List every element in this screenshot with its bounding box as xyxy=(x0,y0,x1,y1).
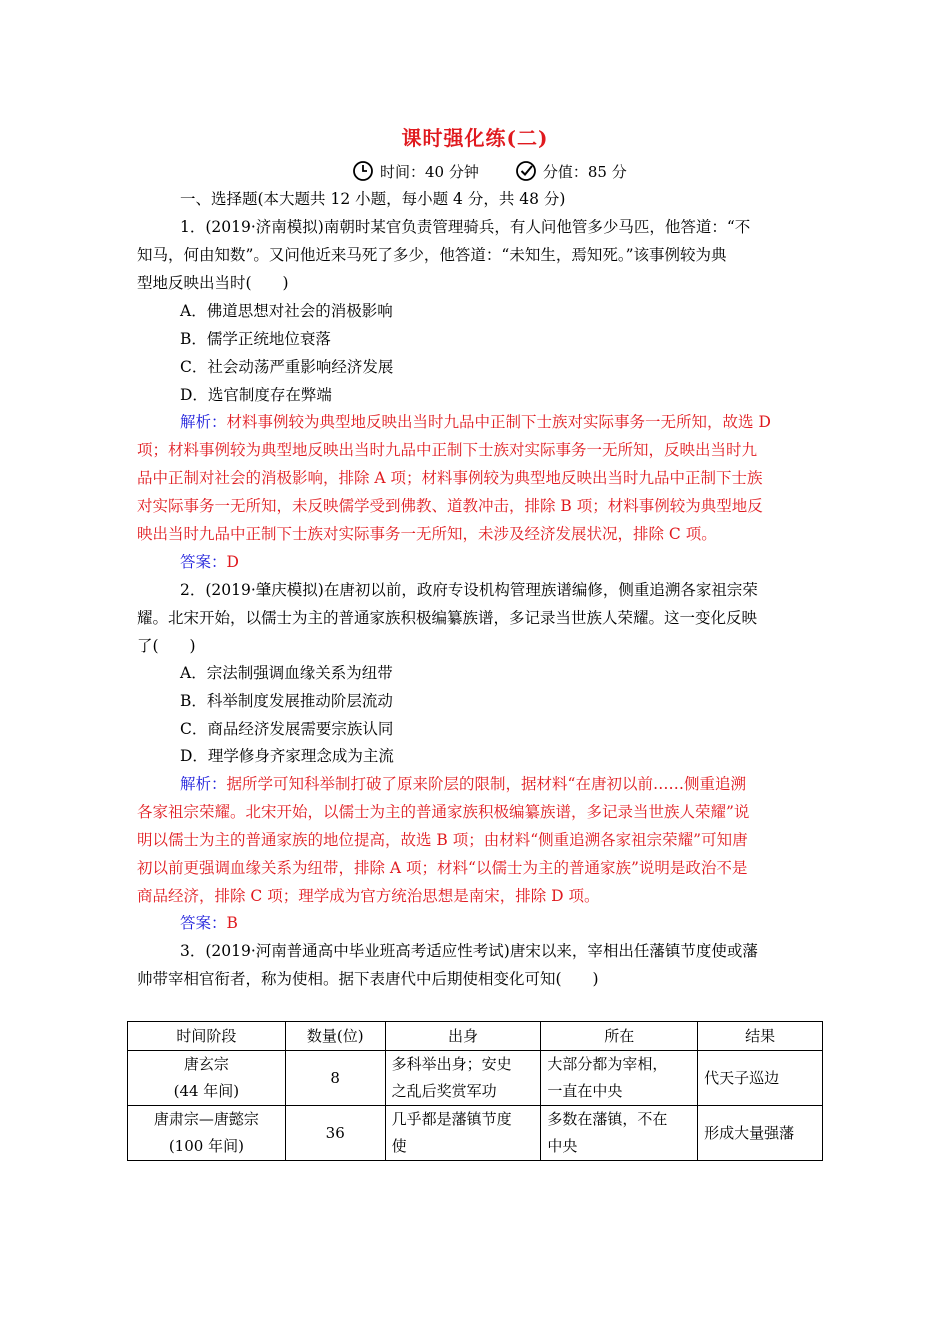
table-header: 所在 xyxy=(541,1022,698,1051)
page-title: 课时强化练(二) xyxy=(401,126,549,150)
question-2-analysis xyxy=(180,774,860,794)
section-heading: 一、选择题(本大题共 12 小题，每小题 4 分，共 48 分) xyxy=(180,190,566,208)
question-1-option-a: A．佛道思想对社会的消极影响 xyxy=(180,302,393,320)
table-header: 时间阶段 xyxy=(128,1022,286,1051)
analysis-text: 各家祖宗荣耀。北宋开始，以儒士为主的普通家族积极编纂族谱，多记录当世族人荣耀”说 xyxy=(137,803,750,821)
question-1-analysis xyxy=(180,412,860,432)
count-cell: 36 xyxy=(285,1106,385,1161)
origin-cell: 几乎都是藩镇节度 使 xyxy=(385,1106,541,1161)
checkmark-icon xyxy=(515,160,537,182)
answer-value: D xyxy=(226,553,239,571)
score-value: 分值：85 分 xyxy=(542,162,627,181)
analysis-text: 明以儒士为主的普通家族的地位提高，故选 B 项；由材料“侧重追溯各家祖宗荣耀”可知唐 xyxy=(137,831,748,849)
analysis-text: 对实际事务一无所知，未反映儒学受到佛教、道教冲击，排除 B 项；材料事例较为典型地反 xyxy=(137,497,763,515)
question-1-line: 1．(2019·济南模拟)南朝时某官负责管理骑兵，有人问他管多少马匹，他答道：“不 xyxy=(180,218,751,236)
location-cell: 大部分都为宰相， 一直在中央 xyxy=(541,1051,698,1106)
answer-value: B xyxy=(226,914,238,932)
analysis-text: 据所学可知科举制打破了原来阶层的限制，据材料“在唐初以前……侧重追溯 xyxy=(226,775,746,793)
answer-label: 答案： xyxy=(180,553,227,571)
analysis-text: 初以前更强调血缘关系为纽带，排除 A 项；材料“以儒士为主的普通家族”说明是政治不是 xyxy=(137,859,748,877)
table-header: 数量(位) xyxy=(285,1022,385,1051)
question-2-answer xyxy=(180,913,860,933)
exam-meta xyxy=(352,160,627,182)
question-2-line: 了( ) xyxy=(137,637,196,655)
question-1-option-b: B．儒学正统地位衰落 xyxy=(180,330,331,348)
analysis-text: 品中正制对社会的消极影响，排除 A 项；材料事例较为典型地反映出当时九品中正制下士族 xyxy=(137,469,763,487)
result-cell: 代天子巡边 xyxy=(698,1051,823,1106)
question-2-line: 2．(2019·肇庆模拟)在唐初以前，政府专设机构管理族谱编修，侧重追溯各家祖宗荣 xyxy=(180,581,758,599)
table-row xyxy=(128,1106,823,1161)
table-header-row xyxy=(128,1022,823,1051)
table-header: 出身 xyxy=(385,1022,541,1051)
period-cell: 唐肃宗—唐懿宗 (100 年间) xyxy=(128,1106,286,1161)
analysis-label: 解析： xyxy=(180,413,227,431)
question-1-option-d: D．选官制度存在弊端 xyxy=(180,386,332,404)
question-3-line: 3．(2019·河南普通高中毕业班高考适应性考试)唐宋以来，宰相出任藩镇节度使或藩 xyxy=(180,942,758,960)
envoy-chancellor-table xyxy=(127,1021,823,1161)
analysis-label: 解析： xyxy=(180,775,227,793)
table-row xyxy=(128,1051,823,1106)
location-cell: 多数在藩镇，不在 中央 xyxy=(541,1106,698,1161)
table-header: 结果 xyxy=(698,1022,823,1051)
question-2-option-d: D．理学修身齐家理念成为主流 xyxy=(180,747,394,765)
question-1-line: 型地反映出当时( ) xyxy=(137,274,289,292)
period-cell: 唐玄宗 (44 年间) xyxy=(128,1051,286,1106)
question-1-answer xyxy=(180,552,860,572)
question-3-line: 帅带宰相官衔者，称为使相。据下表唐代中后期使相变化可知( ) xyxy=(137,970,599,988)
count-cell: 8 xyxy=(285,1051,385,1106)
question-2-option-b: B．科举制度发展推动阶层流动 xyxy=(180,692,393,710)
analysis-text: 材料事例较为典型地反映出当时九品中正制下士族对实际事务一无所知，故选 D xyxy=(226,413,771,431)
analysis-text: 映出当时九品中正制下士族对实际事务一无所知，未涉及经济发展状况，排除 C 项。 xyxy=(137,525,717,543)
result-cell: 形成大量强藩 xyxy=(698,1106,823,1161)
question-2-option-c: C．商品经济发展需要宗族认同 xyxy=(180,720,394,738)
question-1-line: 知马，何由知数”。又问他近来马死了多少，他答道：“未知生，焉知死。”该事例较为典 xyxy=(137,246,727,264)
time-limit: 时间：40 分钟 xyxy=(380,162,479,181)
question-2-option-a: A．宗法制强调血缘关系为纽带 xyxy=(180,664,393,682)
analysis-text: 项；材料事例较为典型地反映出当时九品中正制下士族对实际事务一无所知，反映出当时九 xyxy=(137,441,758,459)
analysis-text: 商品经济，排除 C 项；理学成为官方统治思想是南宋，排除 D 项。 xyxy=(137,887,600,905)
origin-cell: 多科举出身；安史 之乱后奖赏军功 xyxy=(385,1051,541,1106)
clock-icon xyxy=(352,160,374,182)
question-1-option-c: C．社会动荡严重影响经济发展 xyxy=(180,358,394,376)
answer-label: 答案： xyxy=(180,914,227,932)
question-2-line: 耀。北宋开始，以儒士为主的普通家族积极编纂族谱，多记录当世族人荣耀。这一变化反映 xyxy=(137,609,758,627)
